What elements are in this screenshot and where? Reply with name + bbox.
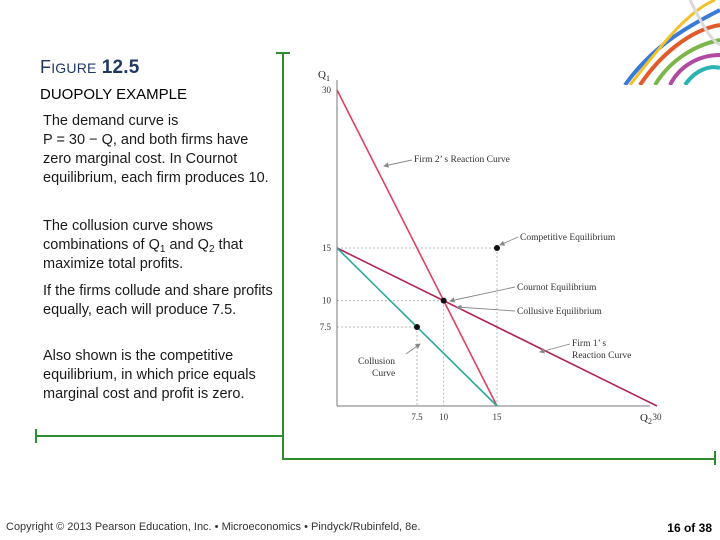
arrow-competitive bbox=[500, 237, 518, 245]
label-collusion-curve-line1: Collusion bbox=[358, 357, 395, 367]
label-competitive-equilibrium: Competitive Equilibrium bbox=[520, 233, 616, 243]
paragraph-demand-line1: The demand curve is bbox=[43, 113, 179, 129]
paragraph-demand bbox=[43, 112, 275, 188]
point-competitive-equilibrium bbox=[494, 245, 500, 251]
point-collusive-equilibrium bbox=[414, 324, 420, 330]
arrow-collusion bbox=[406, 344, 420, 354]
figure-title: FIGURE 12.5 bbox=[40, 57, 140, 78]
x-axis-label: $Q_2$ bbox=[640, 412, 652, 426]
label-cournot-equilibrium: Cournot Equilibrium bbox=[517, 283, 597, 293]
label-collusive-equilibrium: Collusive Equilibrium bbox=[517, 307, 602, 317]
arrow-firm2 bbox=[384, 160, 412, 166]
paragraph-demand-line2: P = 30 − Q, and both firms have zero marginal cost. In Cournot equilibrium, each firm produces 10. bbox=[43, 132, 269, 186]
arrow-firm1 bbox=[540, 344, 570, 352]
y-tick-15: 15 bbox=[322, 243, 331, 253]
x-tick-10: 10 bbox=[439, 412, 449, 422]
frame-rule-bottom-horizontal bbox=[282, 458, 716, 460]
x-tick-7-5: 7.5 bbox=[411, 412, 423, 422]
paragraph-collusion: The collusion curve shows combinations of $Q_1$ and $Q_2$ that maximize total profits. bbox=[43, 218, 243, 272]
x-tick-15: 15 bbox=[492, 412, 502, 422]
label-collusion-curve-line2: Curve bbox=[372, 369, 396, 379]
frame-rule-right-tick bbox=[714, 451, 716, 465]
x-tick-30: 30 bbox=[652, 412, 662, 422]
arrow-cournot bbox=[450, 287, 515, 301]
frame-rule-vertical bbox=[282, 52, 284, 460]
figure-subtitle: DUOPOLY EXAMPLE bbox=[40, 86, 187, 103]
label-firm2-reaction: Firm 2’ s Reaction Curve bbox=[414, 155, 510, 165]
duopoly-chart bbox=[300, 60, 700, 430]
y-tick-30: 30 bbox=[322, 85, 331, 95]
label-firm1-reaction-line1: Firm 1’ s bbox=[572, 339, 607, 349]
y-tick-7-5: 7.5 bbox=[319, 322, 331, 332]
frame-rule-left-horizontal bbox=[35, 435, 283, 437]
footer-copyright: Copyright © 2013 Pearson Education, Inc. • Microeconomics • Pindyck/Rubinfeld, 8e. bbox=[6, 521, 421, 533]
y-axis-label: $Q_1$ bbox=[318, 69, 330, 83]
page-number: 16 of 38 bbox=[667, 521, 712, 535]
point-cournot-equilibrium bbox=[441, 298, 447, 304]
paragraph-share-profits: If the firms collude and share profits equally, each will produce 7.5. bbox=[43, 283, 273, 318]
label-firm1-reaction-line2: Reaction Curve bbox=[572, 351, 632, 361]
arrow-collusive bbox=[457, 307, 515, 311]
paragraph-competitive: Also shown is the competitive equilibrium, in which price equals marginal cost and profit is zero. bbox=[43, 348, 256, 402]
y-tick-10: 10 bbox=[322, 295, 331, 306]
frame-rule-left-tick bbox=[35, 429, 37, 443]
